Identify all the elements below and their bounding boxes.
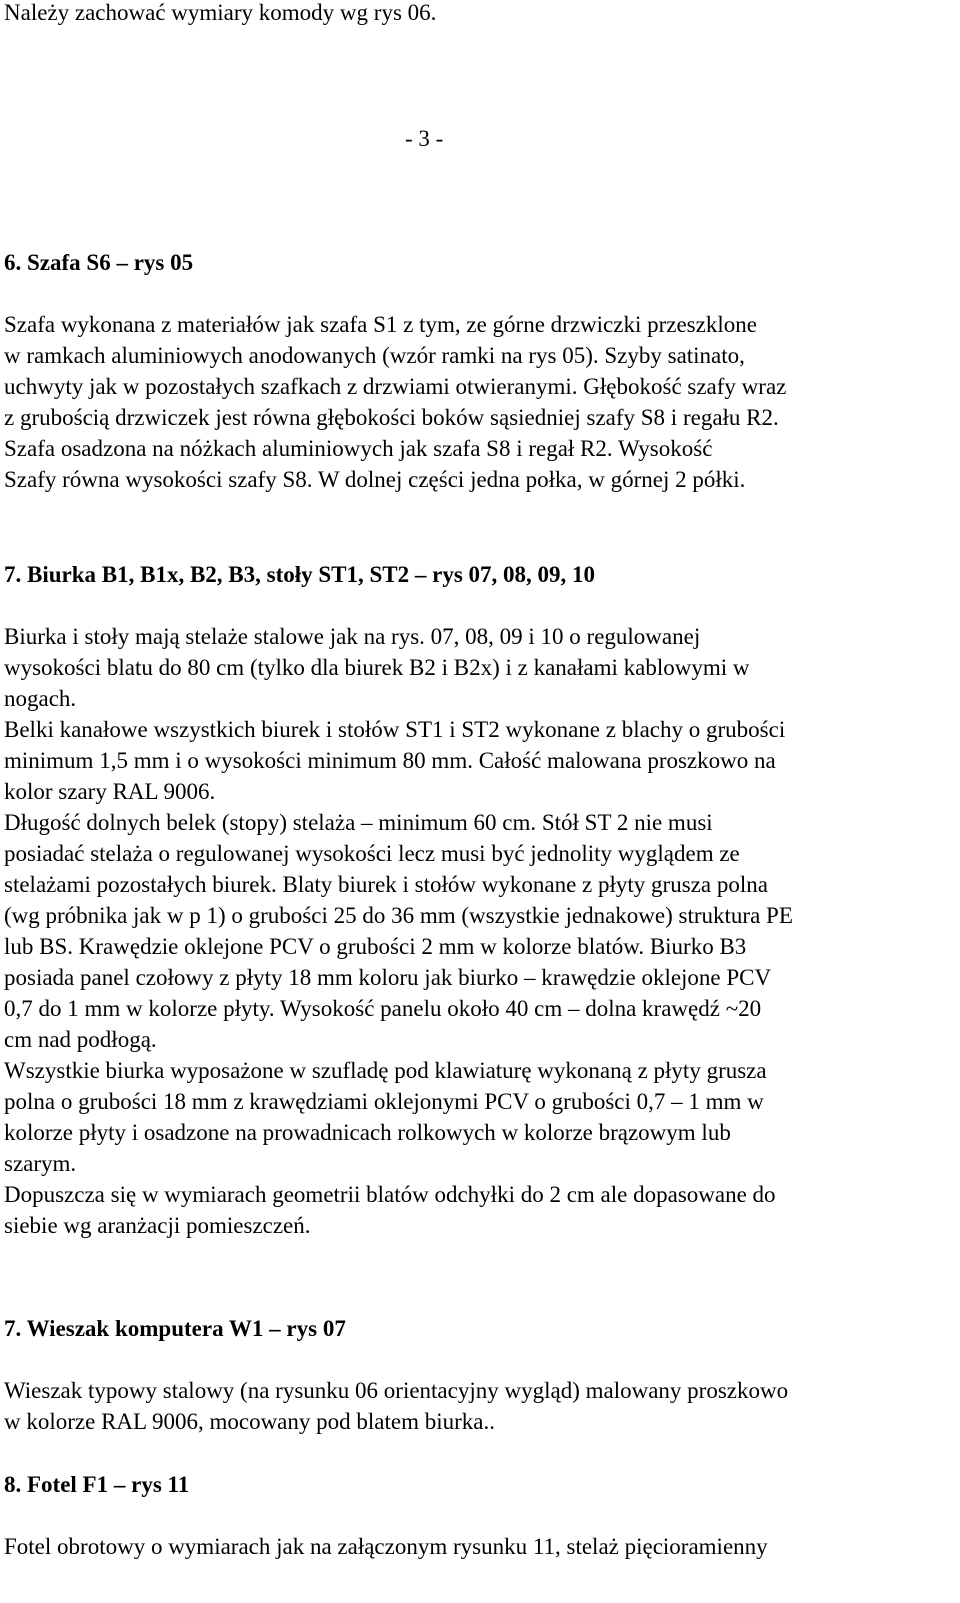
section-7-desks-heading: 7. Biurka B1, B1x, B2, B3, stoły ST1, ST2 – rys 07, 08, 09, 10 (4, 562, 596, 587)
paragraph-line: w kolorze RAL 9006, mocowany pod blatem biurka.. (4, 1409, 495, 1434)
paragraph-line: Szafa osadzona na nóżkach aluminiowych jak szafa S8 i regał R2. Wysokość (4, 436, 713, 461)
paragraph-line: Wszystkie biurka wyposażone w szufladę pod klawiaturę wykonaną z płyty grusza (4, 1058, 767, 1083)
paragraph-line: stelażami pozostałych biurek. Blaty biurek i stołów wykonane z płyty grusza polna (4, 872, 768, 897)
section-8-heading: 8. Fotel F1 – rys 11 (4, 1472, 190, 1497)
paragraph-line: Wieszak typowy stalowy (na rysunku 06 orientacyjny wygląd) malowany proszkowo (4, 1378, 789, 1403)
paragraph-line: w ramkach aluminiowych anodowanych (wzór ramki na rys 05). Szyby satinato, (4, 343, 745, 368)
paragraph-line: lub BS. Krawędzie oklejone PCV o grubości 2 mm w kolorze blatów. Biurko B3 (4, 934, 747, 959)
paragraph-line: Szafa wykonana z materiałów jak szafa S1 z tym, ze górne drzwiczki przeszklone (4, 312, 757, 337)
top-note: Należy zachować wymiary komody wg rys 06. (4, 0, 437, 25)
paragraph-line: Biurka i stoły mają stelaże stalowe jak na rys. 07, 08, 09 i 10 o regulowanej (4, 624, 701, 649)
paragraph-line: Szafy równa wysokości szafy S8. W dolnej części jedna połka, w górnej 2 półki. (4, 467, 746, 492)
paragraph-line: posiadać stelaża o regulowanej wysokości lecz musi być jednolity wyglądem ze (4, 841, 740, 866)
paragraph-line: Belki kanałowe wszystkich biurek i stołów ST1 i ST2 wykonane z blachy o grubości (4, 717, 786, 742)
paragraph-line: cm nad podłogą. (4, 1027, 157, 1052)
paragraph-line: 0,7 do 1 mm w kolorze płyty. Wysokość panelu około 40 cm – dolna krawędź ~20 (4, 996, 762, 1021)
paragraph-line: posiada panel czołowy z płyty 18 mm koloru jak biurko – krawędzie oklejone PCV (4, 965, 772, 990)
paragraph-line: polna o grubości 18 mm z krawędziami oklejonymi PCV o grubości 0,7 – 1 mm w (4, 1089, 764, 1114)
paragraph-line: minimum 1,5 mm i o wysokości minimum 80 mm. Całość malowana proszkowo na (4, 748, 776, 773)
paragraph-line: Dopuszcza się w wymiarach geometrii blatów odchyłki do 2 cm ale dopasowane do (4, 1182, 776, 1207)
paragraph-line: kolorze płyty i osadzone na prowadnicach rolkowych w kolorze brązowym lub (4, 1120, 731, 1145)
section-6-heading: 6. Szafa S6 – rys 05 (4, 250, 194, 275)
paragraph-line: kolor szary RAL 9006. (4, 779, 216, 804)
paragraph-line: uchwyty jak w pozostałych szafkach z drzwiami otwieranymi. Głębokość szafy wraz (4, 374, 787, 399)
paragraph-line: Długość dolnych belek (stopy) stelaża – minimum 60 cm. Stół ST 2 nie musi (4, 810, 713, 835)
paragraph-line: Fotel obrotowy o wymiarach jak na załączonym rysunku 11, stelaż pięcioramienny (4, 1534, 768, 1559)
paragraph-line: szarym. (4, 1151, 77, 1176)
paragraph-line: (wg próbnika jak w p 1) o grubości 25 do 36 mm (wszystkie jednakowe) struktura PE (4, 903, 793, 928)
paragraph-line: siebie wg aranżacji pomieszczeń. (4, 1213, 311, 1238)
paragraph-line: z grubością drzwiczek jest równa głębokości boków sąsiedniej szafy S8 i regału R2. (4, 405, 779, 430)
section-7-hanger-heading: 7. Wieszak komputera W1 – rys 07 (4, 1316, 346, 1341)
paragraph-line: nogach. (4, 686, 77, 711)
page-number: - 3 - (405, 126, 444, 151)
paragraph-line: wysokości blatu do 80 cm (tylko dla biurek B2 i B2x) i z kanałami kablowymi w (4, 655, 750, 680)
